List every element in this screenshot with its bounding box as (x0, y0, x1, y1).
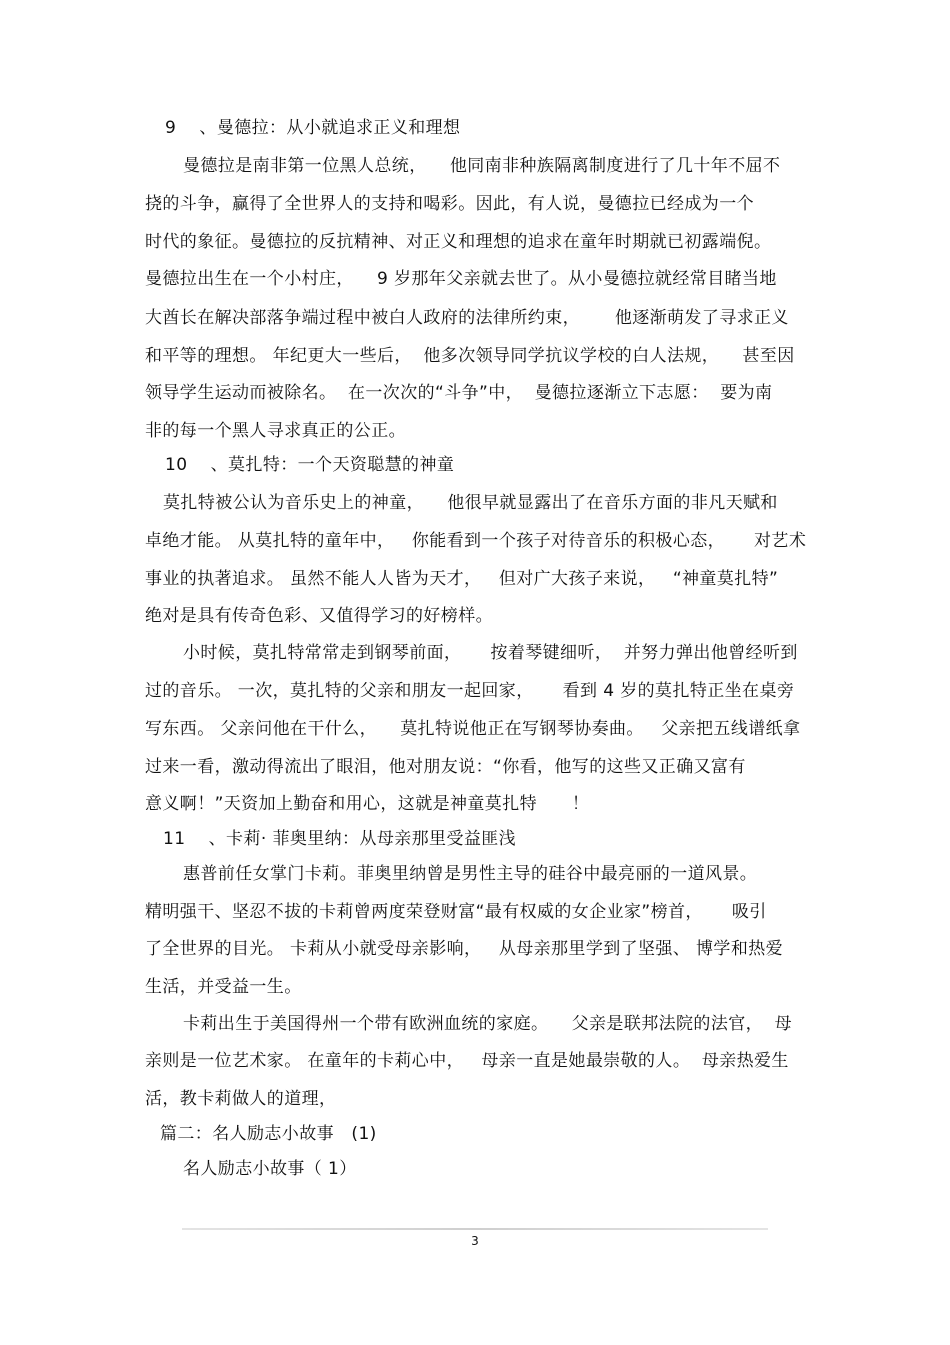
text-line: 莫扎特被公认为音乐史上的神童， 他很早就显露出了在音乐方面的非凡天赋和 (163, 493, 778, 513)
page-number: 3 (471, 1234, 479, 1248)
text-line: 生活，并受益一生。 (145, 977, 302, 997)
text-line: 卡莉出生于美国得州一个带有欧洲血统的家庭。 父亲是联邦法院的法官， 母 (183, 1014, 793, 1034)
text-line: 10 、莫扎特：一个天资聪慧的神童 (165, 455, 455, 475)
text-line: 过来一看，激动得流出了眼泪，他对朋友说：“你看，他写的这些又正确又富有 (145, 757, 746, 777)
text-line: 意义啊！”天资加上勤奋和用心，这就是神童莫扎特 ！ (145, 794, 590, 814)
text-line: 名人励志小故事（ 1） (183, 1159, 357, 1179)
text-line: 亲则是一位艺术家。 在童年的卡莉心中， 母亲一直是她最崇敬的人。 母亲热爱生 (145, 1051, 789, 1071)
text-line: 绝对是具有传奇色彩、又值得学习的好榜样。 (145, 606, 493, 626)
text-line: 活，教卡莉做人的道理， (145, 1089, 337, 1109)
footer-divider (182, 1228, 768, 1230)
text-line: 领导学生运动而被除名。 在一次次的“斗争”中， 曼德拉逐渐立下志愿： 要为南 (145, 383, 773, 403)
text-line: 精明强干、坚忍不拔的卡莉曾两度荣登财富“最有权威的女企业家”榜首， 吸引 (145, 902, 767, 922)
text-line: 过的音乐。 一次，莫扎特的父亲和朋友一起回家， 看到 4 岁的莫扎特正坐在桌旁 (145, 681, 795, 701)
text-line: 惠普前任女掌门卡莉。菲奥里纳曾是男性主导的硅谷中最亮丽的一道风景。 (183, 864, 758, 884)
text-line: 非的每一个黑人寻求真正的公正。 (145, 421, 406, 441)
text-line: 篇二：名人励志小故事 (1) (160, 1124, 377, 1144)
text-line: 11 、卡莉· 菲奥里纳：从母亲那里受益匪浅 (163, 829, 517, 849)
text-line: 大酋长在解决部落争端过程中被白人政府的法律所约束， 他逐渐萌发了寻求正义 (145, 308, 789, 328)
text-line: 写东西。 父亲问他在干什么， 莫扎特说他正在写钢琴协奏曲。 父亲把五线谱纸拿 (145, 719, 801, 739)
text-line: 了全世界的目光。 卡莉从小就受母亲影响， 从母亲那里学到了坚强、 博学和热爱 (145, 939, 784, 959)
text-line: 时代的象征。曼德拉的反抗精神、对正义和理想的追求在童年时期就已初露端倪。 (145, 232, 772, 252)
text-line: 卓绝才能。 从莫扎特的童年中， 你能看到一个孩子对待音乐的积极心态， 对艺术 (145, 531, 807, 551)
text-line: 和平等的理想。 年纪更大一些后， 他多次领导同学抗议学校的白人法规， 甚至因 (145, 346, 795, 366)
text-line: 挠的斗争，赢得了全世界人的支持和喝彩。因此，有人说，曼德拉已经成为一个 (145, 194, 754, 214)
text-line: 9 、曼德拉：从小就追求正义和理想 (165, 118, 461, 138)
text-line: 事业的执著追求。 虽然不能人人皆为天才， 但对广大孩子来说， “神童莫扎特” (145, 569, 779, 589)
text-line: 曼德拉是南非第一位黑人总统， 他同南非种族隔离制度进行了几十年不屈不 (183, 156, 781, 176)
text-line: 曼德拉出生在一个小村庄， 9 岁那年父亲就去世了。从小曼德拉就经常目睹当地 (145, 269, 777, 289)
text-line: 小时候，莫扎特常常走到钢琴前面， 按着琴键细听， 并努力弹出他曾经听到 (183, 643, 798, 663)
